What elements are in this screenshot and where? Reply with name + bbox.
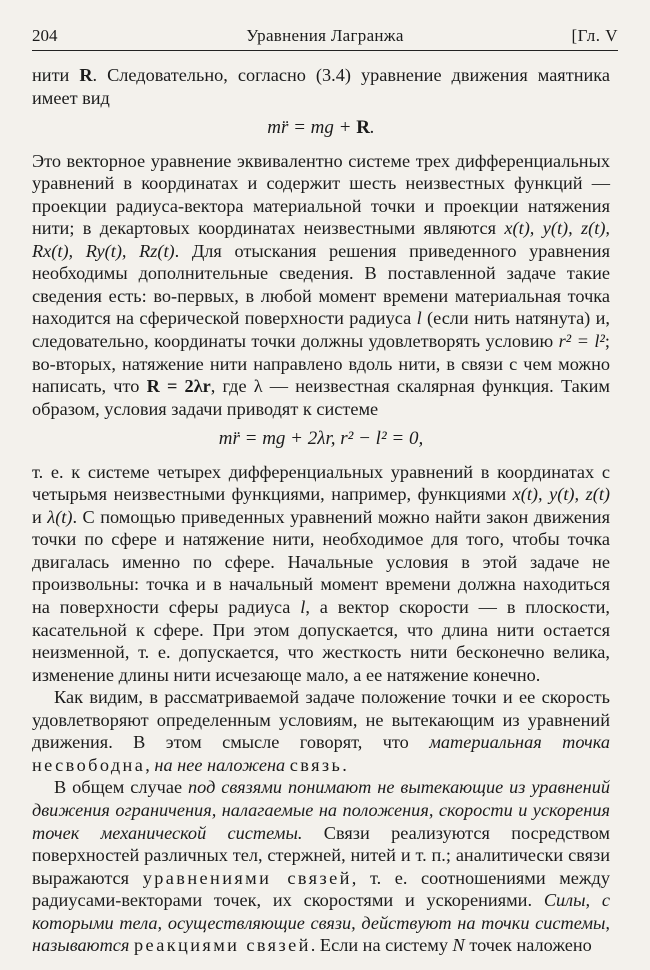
equation-system: mr̈ = mg + 2λr, r² − l² = 0, — [218, 428, 424, 450]
term-reactions: реакциями связей — [133, 935, 311, 956]
page-body — [32, 64, 610, 957]
page-number: 204 — [32, 26, 58, 45]
term-constraint: связь — [289, 754, 343, 775]
running-title: Уравнения Лагранжа — [246, 26, 404, 45]
paragraph-vector-equation: Это векторное уравнение эквивалентно системе трех дифференциальных уравнений в координатах и содержит шесть неизвестных функций — проекции радиуса-вектора материальной точки и проекции натяжения нити; в декартовых координатах неизвестными являются x(t), y(t), z(t), Rx(t), Ry(t), Rz(t). Для отыскания решения приведенного уравнения необходимы дополнительные сведения. В поставленной задаче такие сведения есть: во-первых, в любой момент времени материальная точка находится на сферической поверхности радиуса l (если нить натянута) и, следовательно, координаты точки должны удовлетворять условию r² = l²; во-вторых, натяжение нити направлено вдоль нити, в связи с чем можно написать, что R = 2λr, где λ — неизвестная скалярная функция. Таким образом, условия задачи приводят к системе — [32, 150, 611, 419]
paragraph-constraint-definition: Как видим, в рассматриваемой задаче положение точки и ее скорость удовлетворяют определенным условиям, не вытекающим из уравнений движения. В этом смысле говорят, что материальная точка несвободна, на нее наложена связь. — [32, 687, 610, 775]
paragraph-intro: нити R. Следовательно, согласно (3.4) уравнение движения маятника имеет вид — [32, 65, 610, 108]
tension-relation: R = 2λr — [146, 376, 211, 397]
paragraph-system: т. е. к системе четырех дифференциальных уравнений в координатах с четырьмя неизвестными функциями, например, функциями x(t), y(t), z(t) и λ(t). С помощью приведенных уравнений можно найти закон движения точки по сфере и натяжение нити, необходимое для того, чтобы точка двигалась именно по сфере. Начальные условия в этой задаче не произвольны: точка и в начальный момент времени должна находиться на поверхности сферы радиуса l, а вектор скорости — в плоскости, касательной к сфере. При этом допускается, что длина нити остается неизменной, т. е. допускается, что жесткость нити бесконечно велика, изменение длины нити исчезающе мало, а ее натяжение конечно. — [32, 461, 610, 685]
term-constraints: под связями — [188, 777, 283, 798]
vector-R: R — [79, 65, 93, 85]
paragraph-general-case: В общем случае под связями понимают не вытекающие из уравнений движения ограничения, налагаемые на положения, скорости и ускорения точек механической системы. Связи реализуются посредством поверхностей различных тел, стержней, нитей и т. п.; аналитически связи выражаются уравнениями связей, т. е. соотношениями между радиусами-векторами точек, их скоростями и ускорениями. Силы, с которыми тела, осуществляющие связи, действуют на точки системы, называются реакциями связей. Если на систему N точек наложено — [32, 777, 611, 956]
chapter-label: [Гл. V — [571, 26, 618, 45]
term-constraint-equations: уравнениями связей — [142, 867, 352, 888]
equation-motion: mr̈ = mg + R. — [267, 117, 375, 139]
constraint-condition: r² = l² — [558, 331, 605, 352]
term-material-point: материальная точка — [429, 732, 610, 753]
term-nonfree: несвободна — [32, 754, 146, 775]
page-header — [32, 26, 618, 51]
unknown-functions: x(t), y(t), z(t), Rx(t), Ry(t), Rz(t) — [32, 218, 610, 261]
